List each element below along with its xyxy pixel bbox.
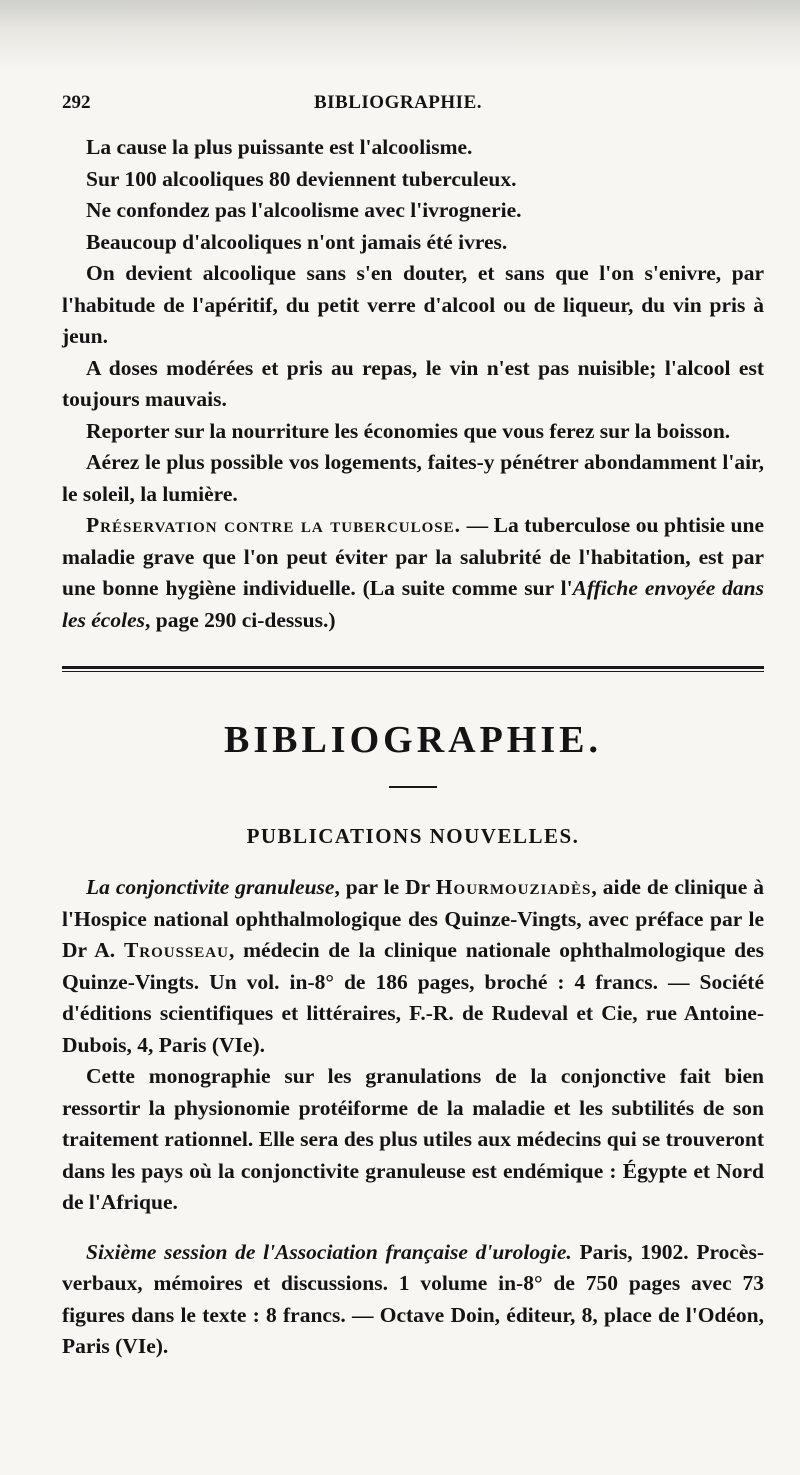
paragraph: Reporter sur la nourriture les économies que vous ferez sur la boisson.: [86, 418, 731, 443]
section-title: Préservation contre la tuberculose.: [86, 513, 462, 537]
paragraph: On devient alcoolique sans s'en douter, et sans que l'on s'enivre, par l'habitude de l'apéritif, du petit verre d'alcool ou de liqueur, du vin pris à jeun.: [62, 261, 764, 348]
paragraph: Ne confondez pas l'alcoolisme avec l'ivrognerie.: [86, 198, 522, 222]
entry-title: La conjonctivite granuleuse: [86, 875, 335, 899]
section-divider: [62, 666, 764, 670]
entry-text: , médecin de la clinique nationale ophthalmologique des Quinze-Vingts. Un vol. in-8° de 186 pages, broché : 4 francs. — Société d'éditions scientifiques et littéraires, F.-R. de Rudeval et Cie, rue Antoine-Dubois, 4, Paris (VIe).: [62, 938, 764, 1057]
entry-text: , aide de clinique à l'Hospice national ophthalmologique des Quinze-Vingts, avec préface par le Dr A.: [62, 875, 765, 962]
paragraph-end: , page 290 ci-dessus.): [144, 607, 336, 632]
scan-edge: [0, 0, 800, 70]
page-number: 292: [62, 92, 91, 113]
paragraph: Beaucoup d'alcooliques n'ont jamais été ivres.: [86, 229, 508, 254]
italic-reference: Affiche envoyée dans les écoles: [62, 576, 764, 632]
running-head: [62, 92, 764, 132]
divider-thin: [62, 671, 764, 672]
paragraph: A doses modérées et pris au repas, le vin n'est pas nuisible; l'alcool est toujours mauvais.: [62, 355, 764, 411]
entry-text: Paris, 1902. Procès-verbaux, mémoires et discussions. 1 volume in-8° de 750 pages avec 73 figures dans le texte : 8 francs. — Octave Doin, éditeur, 8, place de l'Odéon, Paris (VIe).: [62, 1239, 765, 1358]
entry-review: Cette monographie sur les granulations de la conjonctive fait bien ressortir la physionomie protéiforme de la maladie et les subtilités de son traitement rationnel. Elle sera des plus utiles aux médecins qui se trouveront dans les pays où la conjonctivite granuleuse est endémique : Égypte et Nord de l'Afrique.: [62, 1064, 764, 1214]
entry-author: Hourmouziadès: [435, 875, 592, 899]
paragraph: Aérez le plus possible vos logements, faites-y pénétrer abondamment l'air, le soleil, la lumière.: [62, 450, 764, 506]
running-title: BIBLIOGRAPHIE.: [313, 92, 482, 113]
heading-rule: [389, 786, 437, 788]
bibliography-entry: [62, 1237, 764, 1363]
entry-text: , par le Dr: [334, 875, 436, 899]
entry-author: Trousseau: [123, 938, 229, 962]
entry-title: Sixième session de l'Association française d'urologie.: [86, 1239, 572, 1264]
paragraph-text: — La tuberculose ou phtisie une maladie grave que l'on peut éviter par la salubrité de l'habitation, est par une bonne hygiène individuelle. (La suite comme sur l': [62, 513, 764, 600]
paragraph: La cause la plus puissante est l'alcoolisme.: [86, 135, 473, 159]
paragraph-preservation: [62, 510, 764, 636]
section-heading: BIBLIOGRAPHIE.: [223, 719, 603, 761]
sub-heading: PUBLICATIONS NOUVELLES.: [246, 824, 580, 848]
divider-thick: [62, 666, 764, 669]
bibliography-entry: [62, 872, 764, 1061]
paragraph: Sur 100 alcooliques 80 deviennent tuberculeux.: [86, 166, 517, 191]
page: [62, 92, 764, 1363]
